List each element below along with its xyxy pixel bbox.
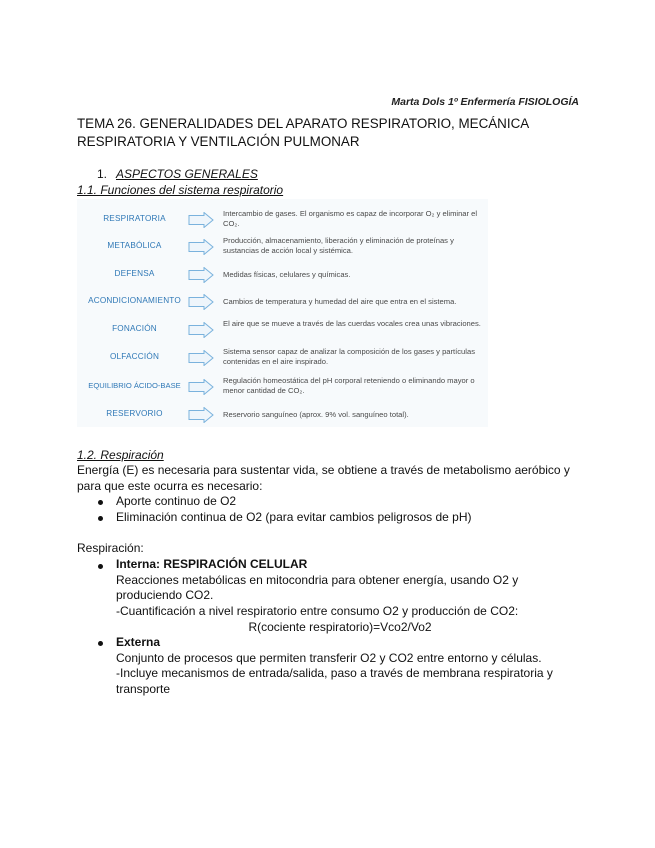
function-label: ACONDICIONAMIENTO <box>88 296 181 305</box>
function-label: RESPIRATORIA <box>103 214 166 223</box>
function-label: DEFENSA <box>114 269 155 278</box>
internal-line: produciendo CO2. <box>116 588 214 602</box>
function-row <box>77 407 488 435</box>
function-description: Cambios de temperatura y humedad del aire que entra en el sistema. <box>223 297 457 306</box>
bullet-dot <box>98 516 103 521</box>
internal-line: -Cuantificación a nivel respiratorio entre consumo O2 y producción de CO2: <box>116 604 519 618</box>
section-title: ASPECTOS GENERALES <box>116 167 258 181</box>
bullet-dot <box>98 564 103 569</box>
respiratory-quotient-formula: R(cociente respiratorio)=Vco2/Vo2 <box>248 620 432 634</box>
function-description: Producción, almacenamiento, liberación y eliminación de proteínas y sustancias de acción local y sistémica. <box>223 236 454 255</box>
function-description: Regulación homeostática del pH corporal reteniendo o eliminando mayor o menor cantidad de CO₂. <box>223 376 475 395</box>
arrow-right-icon <box>188 239 214 255</box>
function-label: FONACIÓN <box>112 324 157 333</box>
arrow-right-icon <box>188 294 214 310</box>
function-label: OLFACCIÓN <box>109 352 160 361</box>
arrow-right-icon <box>188 379 214 395</box>
functions-figure <box>77 199 488 427</box>
function-row <box>77 347 488 378</box>
function-description: El aire que se mueve a través de las cuerdas vocales crea unas vibraciones. <box>223 319 481 328</box>
subsection-heading-respiration: 1.2. Respiración <box>77 448 164 462</box>
function-label: EQUILIBRIO ÁCIDO-BASE <box>88 381 181 390</box>
function-row <box>77 267 488 295</box>
internal-respiration-title: Interna: RESPIRACIÓN CELULAR <box>116 557 308 571</box>
external-respiration-title: Externa <box>116 635 161 649</box>
list-item: Eliminación continua de O2 (para evitar cambios peligrosos de pH) <box>116 510 472 524</box>
arrow-right-icon <box>188 267 214 283</box>
internal-line: Reacciones metabólicas en mitocondria para obtener energía, usando O2 y <box>116 573 519 587</box>
respiration-label: Respiración: <box>77 541 144 555</box>
bullet-dot <box>98 500 103 505</box>
intro-paragraph: Energía (E) es necesaria para sustentar vida, se obtiene a través de metabolismo aeróbico y para que este ocurra es necesario: <box>77 463 570 493</box>
arrow-right-icon <box>188 407 214 423</box>
function-description: Sistema sensor capaz de analizar la composición de los gases y partículas contenidas en el aire inspirado. <box>223 347 475 366</box>
arrow-right-icon <box>188 322 214 338</box>
list-item: Aporte continuo de O2 <box>116 494 237 508</box>
arrow-right-icon <box>188 350 214 366</box>
function-row <box>77 294 488 322</box>
function-description: Reservorio sanguíneo (aprox. 9% vol. sanguíneo total). <box>223 410 409 419</box>
arrow-right-icon <box>188 212 214 228</box>
external-line: -Incluye mecanismos de entrada/salida, paso a través de membrana respiratoria y <box>116 666 553 680</box>
section-heading <box>97 167 258 181</box>
subsection-heading-functions: 1.1. Funciones del sistema respiratorio <box>77 183 284 197</box>
external-line: transporte <box>116 682 171 696</box>
function-label: RESERVORIO <box>106 409 163 418</box>
page-title: TEMA 26. GENERALIDADES DEL APARATO RESPIRATORIO, MECÁNICA RESPIRATORIA Y VENTILACIÓN PULMONAR <box>77 116 529 149</box>
function-description: Medidas físicas, celulares y químicas. <box>223 270 351 279</box>
bullet-dot <box>98 641 103 646</box>
external-line: Conjunto de procesos que permiten transferir O2 y CO2 entre entorno y células. <box>116 651 542 665</box>
function-row <box>77 236 488 267</box>
page-header: Marta Dols 1º Enfermería FISIOLOGÍA <box>391 96 579 108</box>
section-number: 1. <box>97 167 108 181</box>
function-row <box>77 376 488 407</box>
function-row <box>77 319 488 350</box>
function-description: Intercambio de gases. El organismo es capaz de incorporar O₂ y eliminar el CO₂. <box>223 209 478 228</box>
function-label: METABÓLICA <box>107 241 162 250</box>
